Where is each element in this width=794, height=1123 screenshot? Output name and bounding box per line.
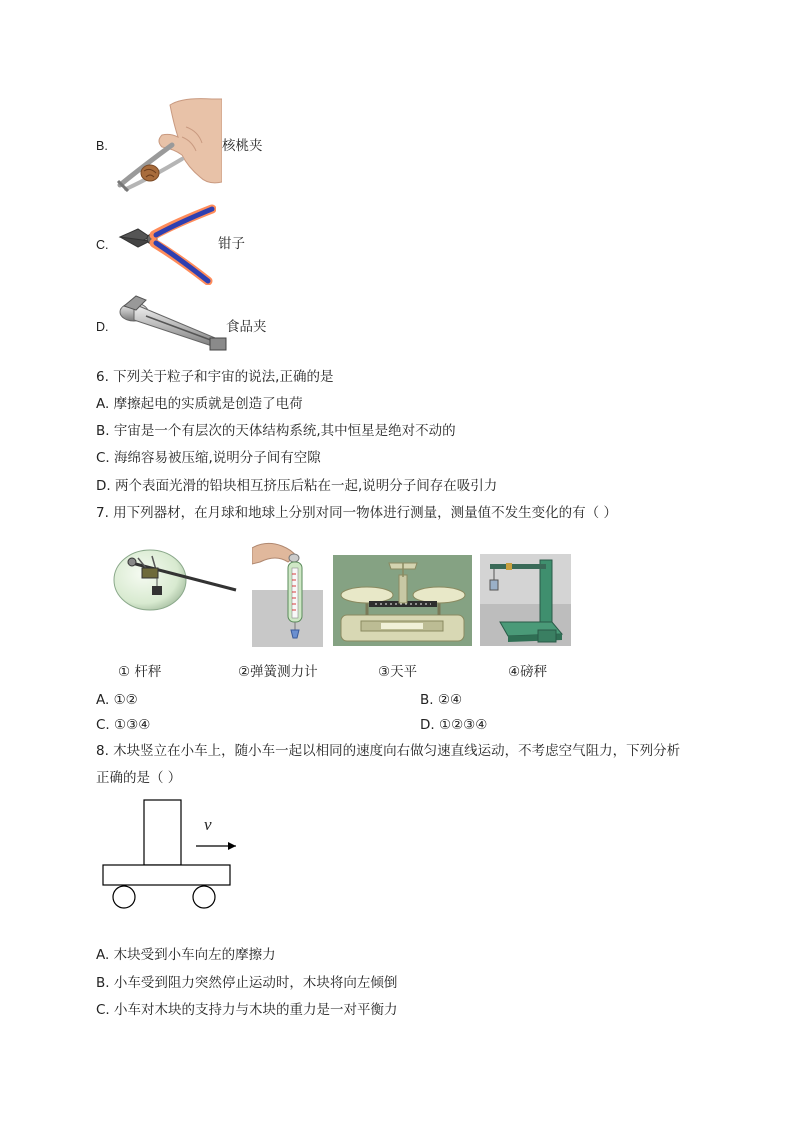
q7-option-d: D. ①②③④ bbox=[420, 717, 488, 733]
q7-stem: 7. 用下列器材，在月球和地球上分别对同一物体进行测量，测量值不发生变化的有（ ） bbox=[96, 505, 617, 521]
velocity-label: v bbox=[204, 815, 212, 834]
spring-scale-photo bbox=[252, 540, 323, 647]
cart-body bbox=[103, 865, 230, 885]
caption-balance: ③天平 bbox=[378, 664, 418, 680]
q6-option-b: B. 宇宙是一个有层次的天体结构系统,其中恒星是绝对不动的 bbox=[96, 423, 456, 439]
caption-platform-scale: ④磅秤 bbox=[508, 664, 548, 680]
caption-steelyard: ① 杆秤 bbox=[118, 664, 162, 680]
option-c-name: 钳子 bbox=[218, 236, 245, 252]
wooden-block bbox=[144, 800, 181, 865]
cart-diagram bbox=[98, 796, 248, 916]
steelyard-photo bbox=[112, 546, 240, 618]
option-d-name: 食品夹 bbox=[226, 319, 267, 335]
pliers-photo bbox=[116, 203, 216, 285]
q6-stem: 6. 下列关于粒子和宇宙的说法,正确的是 bbox=[96, 369, 334, 385]
balance-photo bbox=[333, 555, 472, 646]
q8-option-a: A. 木块受到小车向左的摩擦力 bbox=[96, 947, 276, 963]
caption-spring-scale: ②弹簧测力计 bbox=[238, 664, 318, 680]
q7-option-b: B. ②④ bbox=[420, 692, 463, 708]
q8-option-c: C. 小车对木块的支持力与木块的重力是一对平衡力 bbox=[96, 1002, 398, 1018]
option-b-name: 核桃夹 bbox=[222, 138, 263, 154]
q7-option-c: C. ①③④ bbox=[96, 717, 151, 733]
cart-wheel-left bbox=[113, 886, 135, 908]
q6-option-a: A. 摩擦起电的实质就是创造了电荷 bbox=[96, 396, 303, 412]
q6-option-c: C. 海绵容易被压缩,说明分子间有空隙 bbox=[96, 450, 321, 466]
q8-option-b: B. 小车受到阻力突然停止运动时，木块将向左倾倒 bbox=[96, 975, 398, 991]
food-tongs-photo bbox=[116, 292, 228, 358]
option-d-letter: D. bbox=[96, 320, 109, 334]
option-c-letter: C. bbox=[96, 238, 109, 252]
platform-scale-photo bbox=[480, 554, 571, 646]
option-b-letter: B. bbox=[96, 139, 108, 153]
cart-wheel-right bbox=[193, 886, 215, 908]
q7-option-a: A. ①② bbox=[96, 692, 138, 708]
q6-option-d: D. 两个表面光滑的铅块相互挤压后粘在一起,说明分子间存在吸引力 bbox=[96, 478, 498, 494]
nutcracker-photo bbox=[112, 97, 222, 192]
q8-stem-line2: 正确的是（ ） bbox=[96, 770, 182, 786]
q8-stem-line1: 8. 木块竖立在小车上，随小车一起以相同的速度向右做匀速直线运动，不考虑空气阻力，下列分析 bbox=[96, 743, 681, 759]
